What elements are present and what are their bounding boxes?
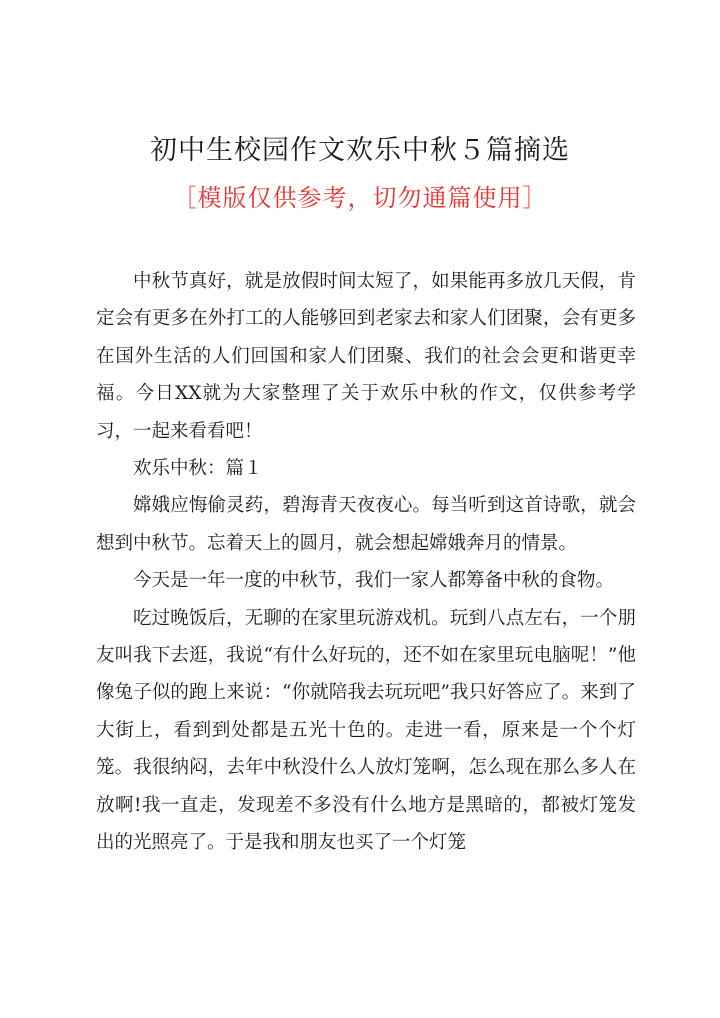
paragraph: 吃过晚饭后，无聊的在家里玩游戏机。玩到八点左右，一个朋友叫我下去逛，我说“有什么好玩的，还不如在家里玩电脑呢！”他像兔子似的跑上来说：“你就陪我去玩玩吧”我只好答应了。来到了大街上，看到到处都是五光十色的。走进一看，原来是一个个灯笼。我很纳闷，去年中秋没什么人放灯笼啊，怎么现在那么多人在放啊!我一直走，发现差不多没有什么地方是黑暗的，都被灯笼发出的光照亮了。于是我和朋友也买了一个灯笼 xyxy=(96,607,636,854)
document-body xyxy=(96,263,636,862)
paragraph: 今天是一年一度的中秋节，我们一家人都筹备中秋的食物。 xyxy=(133,570,615,592)
paragraph-intro: 中秋节真好，就是放假时间太短了，如果能再多放几天假，肯定会有更多在外打工的人能够回到老家去和家人们团聚，会有更多在国外生活的人们回国和家人们团聚、我们的社会会更和谐更幸福。今日XX就为大家整理了关于欢乐中秋的作文，仅供参考学习，一起来看看吧！ xyxy=(96,271,636,442)
paragraph: 嫦娥应悔偷灵药，碧海青天夜夜心。每当听到这首诗歌，就会想到中秋节。忘着天上的圆月，就会想起嫦娥奔月的情景。 xyxy=(96,495,636,554)
section-heading: 欢乐中秋：篇１ xyxy=(133,458,263,480)
document-subtitle: ［模版仅供参考，切勿通篇使用］ xyxy=(172,184,548,212)
document-title: 初中生校园作文欢乐中秋５篇摘选 xyxy=(150,135,570,166)
